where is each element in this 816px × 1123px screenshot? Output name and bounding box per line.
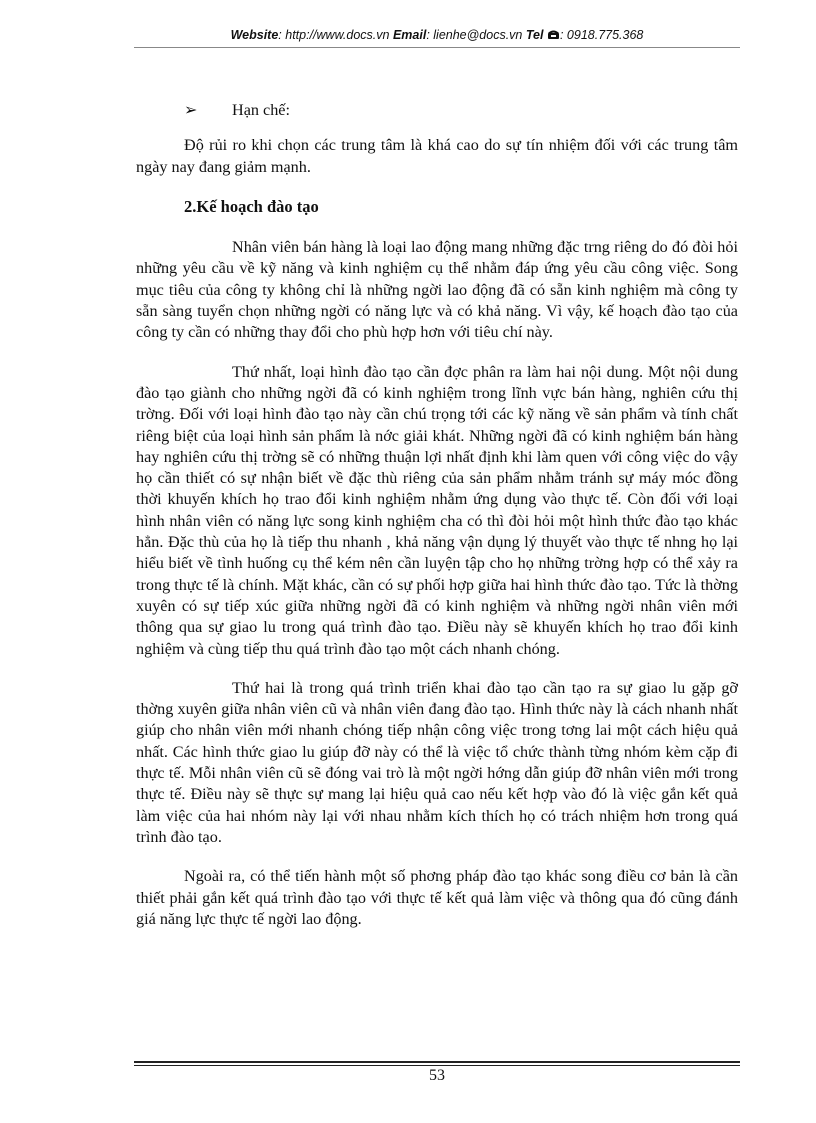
paragraph-5: Ngoài ra, có thể tiến hành một số phơng pháp đào tạo khác song điều cơ bản là cần thiết phải gắn kết quá trình đào tạo với thực tế kết quả làm việc và thông qua đó cũng đánh giá năng lực thực tế ngời lao động. bbox=[136, 867, 738, 928]
paragraph-4: Thứ hai là trong quá trình triển khai đào tạo cần tạo ra sự giao lu gặp gỡ thờng xuyên giữa nhân viên cũ và nhân viên đang đào tạo. Hình thức này là cách nhanh nhất giúp cho nhân viên mới nhanh chóng tiếp nhận công việc trong tơng lai một cách hiệu quả nhất. Các hình thức giao lu giúp đỡ này có thể là việc tổ chức thành từng nhóm kèm cặp đi thực tế. Mỗi nhân viên cũ sẽ đóng vai trò là một ngời hớng dẫn giúp đỡ nhân viên mới trong thực tế. Điều này sẽ thực sự mang lại hiệu quả cao nếu kết hợp vào đó là việc gắn kết quả làm việc của hai nhóm này lại với nhau nhằm kích thích họ có trách nhiệm hơn trong quá trình đào tạo. bbox=[136, 678, 738, 846]
bullet-text: Hạn chế: bbox=[232, 101, 290, 119]
tel-label: Tel bbox=[525, 28, 544, 42]
paragraph-2: Nhân viên bán hàng là loại lao động mang những đặc trng riêng do đó đòi hỏi những yêu cầu về kỹ năng và kinh nghiệm cụ thể nhằm đáp ứng yêu cầu công việc. Song mục tiêu của công ty không chỉ là những ngời lao động đã có sẵn kinh nghiệm mà công ty sẵn sàng tuyển chọn những ngời có năng lực và có khả năng. Vì vậy, kế hoạch đào tạo của công ty cần có những thay đổi cho phù hợp hơn với tiêu chí này. bbox=[136, 238, 738, 342]
email-value: : lienhe@docs.vn bbox=[426, 28, 523, 42]
arrow-bullet-icon: ➢ bbox=[184, 102, 198, 119]
page-number: 53 bbox=[429, 1067, 445, 1084]
section-heading: 2.Kế hoạch đào tạo bbox=[184, 196, 319, 216]
footer-divider-thin bbox=[134, 1065, 740, 1066]
footer-divider-thick bbox=[134, 1061, 740, 1063]
paragraph-3: Thứ nhất, loại hình đào tạo cần đợc phân ra làm hai nội dung. Một nội dung đào tạo giành cho những ngời đã có kinh nghiệm trong lĩnh vực bán hàng, nghiên cứu thị trờng. Đối với loại hình đào tạo này cần chú trọng tới các kỹ năng về sản phẩm và tính chất riêng biệt của loại hình sản phẩm là nớc giải khát. Những ngời đã có kinh nghiệm bán hàng hay nghiên cứu thị trờng sẽ có những thuận lợi nhất định khi làm quen với công việc do vậy họ cần thiết có sự nhận biết về đặc thù riêng của sản phẩm nhằm tránh sự máy móc đồng thời khuyến khích họ trao đổi kinh nghiệm nhằm ứng dụng vào thực tế. Còn đối với loại hình nhân viên có năng lực song kinh nghiệm cha có thì đòi hỏi một hình thức đào tạo khác hẳn. Đặc thù của họ là tiếp thu nhanh , khả năng vận dụng lý thuyết vào thực tế nhng họ lại hiểu biết về tình huống cụ thể kém nên cần luyện tập cho họ những trờng hợp có thể xảy ra trong thực tế là chính. Mặt khác, cần có sự phối hợp giữa hai hình thức đào tạo. Tức là thờng xuyên có sự tiếp xúc giữa những ngời đã có kinh nghiệm và những ngời nhân viên mới thông qua sự giao lu trong quá trình đào tạo. Điều này sẽ khuyến khích họ trao đổi kinh nghiệm và cùng tiếp thu quá trình đào tạo một cách nhanh chóng. bbox=[136, 362, 738, 658]
paragraph-1: Độ rủi ro khi chọn các trung tâm là khá cao do sự tín nhiệm đối với các trung tâm ngày nay đang giảm mạnh. bbox=[136, 136, 738, 176]
document-body bbox=[136, 100, 738, 948]
website-value: : http://www.docs.vn bbox=[278, 28, 390, 42]
bullet-item bbox=[184, 100, 738, 121]
header-divider bbox=[134, 47, 740, 48]
website-label: Website bbox=[230, 28, 279, 42]
tel-value: : 0918.775.368 bbox=[559, 28, 644, 42]
phone-icon bbox=[547, 29, 560, 43]
page-header bbox=[134, 28, 740, 43]
email-label: Email bbox=[392, 28, 427, 42]
